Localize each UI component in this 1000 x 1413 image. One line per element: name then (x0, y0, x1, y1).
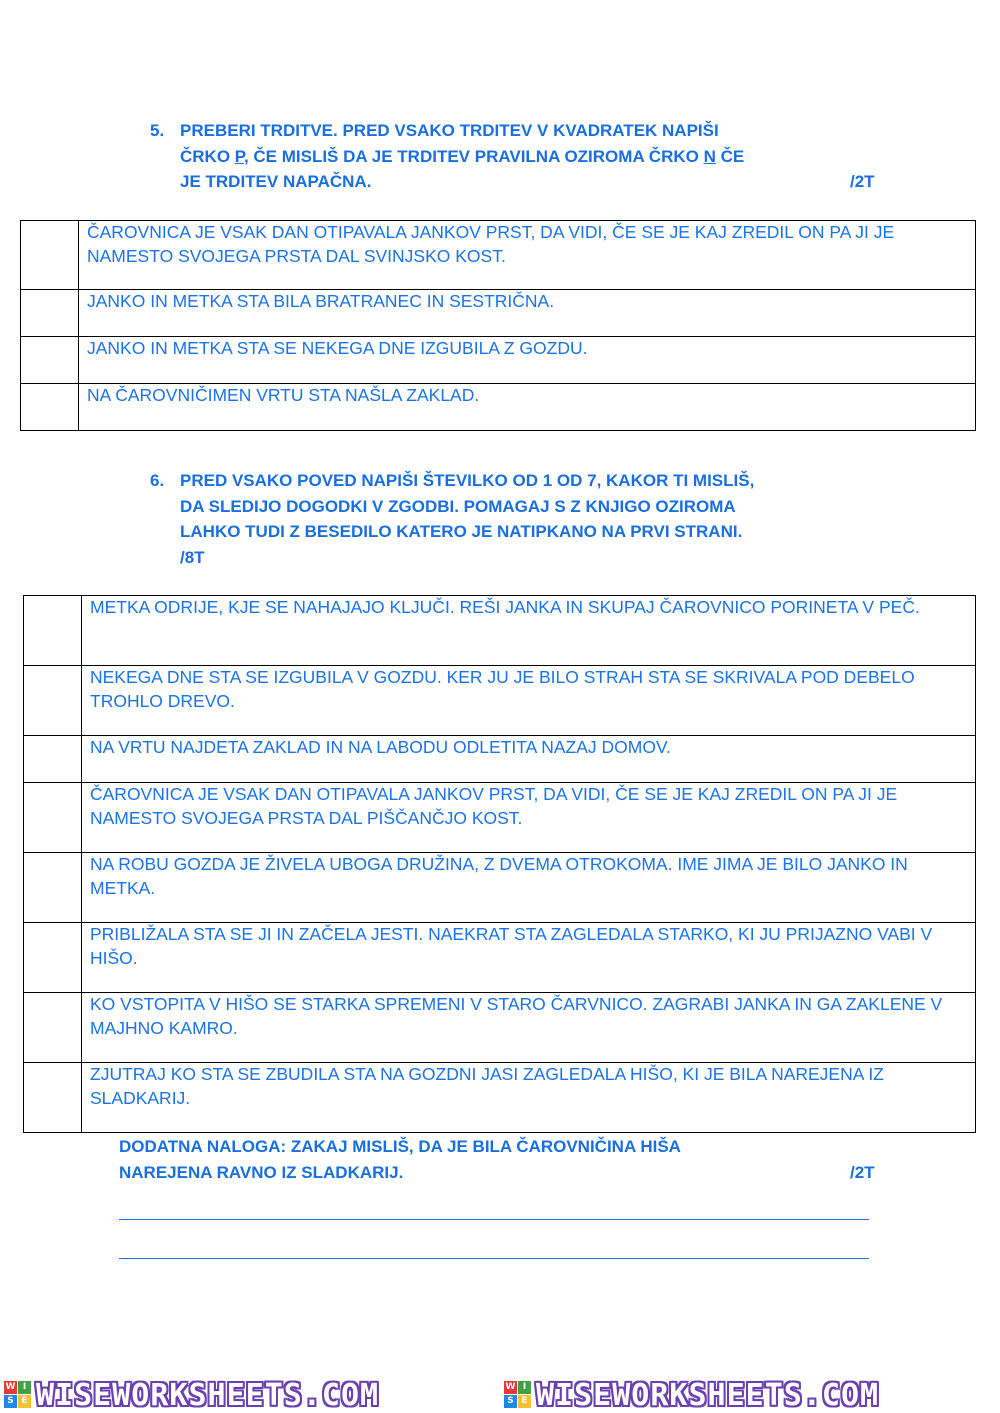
brand-text: WISEWORKSHEETS.COM (36, 1377, 380, 1413)
table-row (24, 783, 976, 853)
task-5-instructions (150, 118, 890, 198)
statement: NA ČAROVNIČIMEN VRTU STA NAŠLA ZAKLAD. (79, 384, 976, 431)
table-row (21, 337, 976, 384)
table-row (21, 290, 976, 337)
task-6-line-2: DA SLEDIJO DOGODKI V ZGODBI. POMAGAJ S Z KNJIGO OZIROMA (180, 496, 736, 516)
number-box[interactable] (24, 783, 82, 853)
task-5-line-3: JE TRDITEV NAPAČNA. (180, 172, 372, 191)
answer-box[interactable] (21, 337, 79, 384)
event: ČAROVNICA JE VSAK DAN OTIPAVALA JANKOV PRST, DA VIDI, ČE SE JE KAJ ZREDIL ON PA JI JE NAMESTO SVOJEGA PRSTA DAL PIŠČANČJO KOST. (82, 783, 976, 853)
brand (504, 1378, 879, 1412)
number-box[interactable] (24, 1063, 82, 1133)
bonus-task (119, 1134, 889, 1186)
task-5-line-2-c: ČE (715, 146, 745, 166)
task-5-table (20, 220, 976, 431)
task-6-instructions (150, 468, 890, 572)
table-row (24, 853, 976, 923)
statement: JANKO IN METKA STA SE NEKEGA DNE IZGUBILA Z GOZDU. (79, 337, 976, 384)
task-6-points: /8T (180, 547, 205, 567)
answer-line[interactable] (119, 1219, 869, 1220)
task-6-line-1: PRED VSAKO POVED NAPIŠI ŠTEVILKO OD 1 OD 7, KAKOR TI MISLIŠ, (180, 471, 755, 490)
task-5-line-2-b: , ČE MISLIŠ DA JE TRDITEV PRAVILNA OZIROMA ČRKO (243, 146, 704, 166)
event: NEKEGA DNE STA SE IZGUBILA V GOZDU. KER JU JE BILO STRAH STA SE SKRIVALA POD DEBELO TROHLO DREVO. (82, 666, 976, 736)
bonus-line-2: NAREJENA RAVNO IZ SLADKARIJ. (119, 1162, 404, 1182)
task-5-points: /2T (850, 172, 875, 191)
table-row (24, 923, 976, 993)
answer-box[interactable] (21, 290, 79, 337)
task-5-number: 5. (150, 121, 165, 140)
table-row (24, 666, 976, 736)
task-6-text (180, 468, 754, 570)
letter-n: N (703, 146, 716, 166)
number-box[interactable] (24, 853, 82, 923)
table-row (24, 993, 976, 1063)
brand-text: WISEWORKSHEETS.COM (536, 1377, 880, 1413)
task-6-number: 6. (150, 471, 165, 490)
event: KO VSTOPITA V HIŠO SE STARKA SPREMENI V STARO ČARVNICO. ZAGRABI JANKA IN GA ZAKLENE V MAJHNO KAMRO. (82, 993, 976, 1063)
bonus-line-1: DODATNA NALOGA: ZAKAJ MISLIŠ, DA JE BILA ČAROVNIČINA HIŠA (119, 1137, 681, 1156)
answer-box[interactable] (21, 221, 79, 290)
bonus-points: /2T (850, 1163, 875, 1182)
letter-p: P (234, 146, 244, 166)
number-box[interactable] (24, 596, 82, 666)
task-6-line-3: LAHKO TUDI Z BESEDILO KATERO JE NATIPKANO NA PRVI STRANI. (180, 522, 743, 541)
brand (4, 1378, 379, 1412)
event: METKA ODRIJE, KJE SE NAHAJAJO KLJUČI. REŠI JANKA IN SKUPAJ ČAROVNICO PORINETA V PEČ. (82, 596, 976, 666)
answer-box[interactable] (21, 384, 79, 431)
event: PRIBLIŽALA STA SE JI IN ZAČELA JESTI. NAEKRAT STA ZAGLEDALA STARKO, KI JU PRIJAZNO VABI V HIŠO. (82, 923, 976, 993)
task-5-text (180, 118, 744, 195)
table-row (24, 736, 976, 783)
table-row (21, 221, 976, 290)
number-box[interactable] (24, 666, 82, 736)
table-row (24, 1063, 976, 1133)
event: NA ROBU GOZDA JE ŽIVELA UBOGA DRUŽINA, Z DVEMA OTROKOMA. IME JIMA JE BILO JANKO IN METKA. (82, 853, 976, 923)
task-5-line-2-a: ČRKO (180, 146, 235, 166)
event: NA VRTU NAJDETA ZAKLAD IN NA LABODU ODLETITA NAZAJ DOMOV. (82, 736, 976, 783)
task-5-line-2 (180, 144, 744, 170)
statement: JANKO IN METKA STA BILA BRATRANEC IN SESTRIČNA. (79, 290, 976, 337)
wise-logo-icon: W I S E (4, 1381, 32, 1409)
number-box[interactable] (24, 736, 82, 783)
wise-logo-icon: W I S E (504, 1381, 532, 1409)
task-6-table (23, 595, 976, 1133)
task-5-line-1: PREBERI TRDITVE. PRED VSAKO TRDITEV V KVADRATEK NAPIŠI (180, 121, 719, 140)
footer-watermark (0, 1378, 1000, 1413)
statement: ČAROVNICA JE VSAK DAN OTIPAVALA JANKOV PRST, DA VIDI, ČE SE JE KAJ ZREDIL ON PA JI JE NAMESTO SVOJEGA PRSTA DAL SVINJSKO KOST. (79, 221, 976, 290)
event: ZJUTRAJ KO STA SE ZBUDILA STA NA GOZDNI JASI ZAGLEDALA HIŠO, KI JE BILA NAREJENA IZ SLADKARIJ. (82, 1063, 976, 1133)
number-box[interactable] (24, 923, 82, 993)
answer-line[interactable] (119, 1258, 869, 1259)
number-box[interactable] (24, 993, 82, 1063)
table-row (21, 384, 976, 431)
table-row (24, 596, 976, 666)
